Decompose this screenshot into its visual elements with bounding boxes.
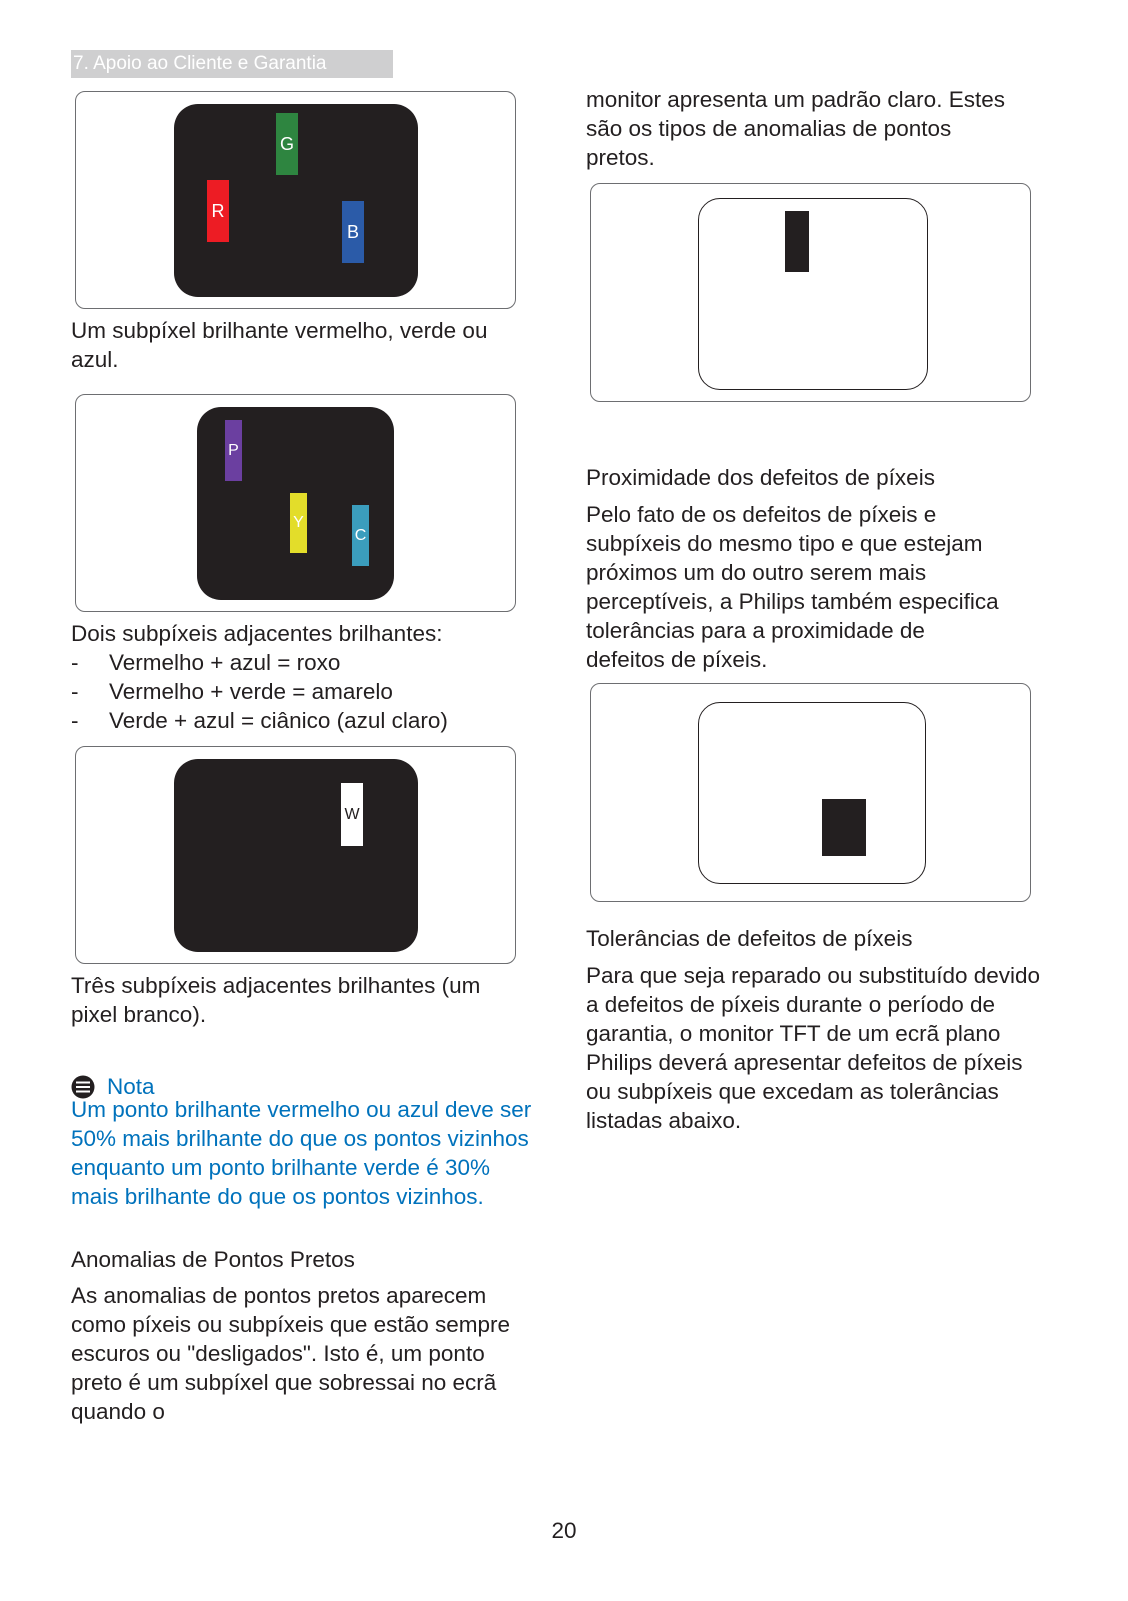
tolerance-body: Para que seja reparado ou substituído devido a defeitos de píxeis durante o período de garantia, o monitor TFT de um ecrã plano Philips deverá apresentar defeitos de píxeis ou subpíxeis que excedam as tolerâncias listadas abaixo. — [586, 963, 1041, 1133]
black-dot-heading: Anomalias de Pontos Pretos — [71, 1247, 355, 1272]
caption-single-subpixel: Um subpíxel brilhante vermelho, verde ou azul. — [71, 318, 488, 372]
caption-two-adjacent: Dois subpíxeis adjacentes brilhantes: — [71, 621, 443, 646]
proximity-heading: Proximidade dos defeitos de píxeis — [586, 465, 935, 490]
dark-subpixel — [785, 211, 809, 272]
screen-light — [698, 198, 928, 390]
proximity-body: Pelo fato de os defeitos de píxeis e subpíxeis do mesmo tipo e que estejam próximos um do outro serem mais perceptíveis, a Philips também especifica tolerâncias para a proximidade de defeitos de píxeis. — [586, 502, 999, 672]
subpixel-white: W — [341, 783, 363, 846]
list-item: - Vermelho + verde = amarelo — [71, 679, 393, 704]
page-number: 20 — [551, 1518, 577, 1543]
subpixel-cyan: C — [352, 505, 369, 566]
subpixel-blue: B — [342, 201, 364, 263]
black-dot-continuation: monitor apresenta um padrão claro. Estes são os tipos de anomalias de pontos pretos. — [586, 87, 1005, 170]
tolerance-heading: Tolerâncias de defeitos de píxeis — [586, 926, 913, 951]
figure-black-dot — [590, 183, 1031, 402]
subpixel-red: R — [207, 180, 229, 242]
list-item: - Vermelho + azul = roxo — [71, 650, 341, 675]
list-item: - Verde + azul = ciânico (azul claro) — [71, 708, 448, 733]
subpixel-yellow: Y — [290, 493, 307, 553]
screen-dark — [174, 104, 418, 297]
section-header: 7. Apoio ao Cliente e Garantia — [71, 50, 393, 78]
subpixel-purple: P — [225, 420, 242, 481]
subpixel-green: G — [276, 113, 298, 175]
dark-pixel-block — [822, 799, 866, 856]
screen-dark — [197, 407, 394, 600]
black-dot-body: As anomalias de pontos pretos aparecem como píxeis ou subpíxeis que estão sempre escuros ou "desligados". Isto é, um ponto preto é um subpíxel que sobressai no ecrã quando o — [71, 1283, 510, 1424]
figure-proximity — [590, 683, 1031, 902]
caption-three-adjacent: Três subpíxeis adjacentes brilhantes (um pixel branco). — [71, 973, 481, 1027]
note-body: Um ponto brilhante vermelho ou azul deve ser 50% mais brilhante do que os pontos vizinhos enquanto um ponto brilhante verde é 30% mais brilhante do que os pontos vizinhos. — [71, 1097, 532, 1209]
color-combination-list — [71, 648, 521, 735]
screen-dark — [174, 759, 418, 952]
figure-three-adjacent — [75, 746, 516, 964]
note-title: Nota — [107, 1074, 155, 1099]
screen-light — [698, 702, 926, 884]
figure-two-adjacent — [75, 394, 516, 612]
figure-bright-subpixel — [75, 91, 516, 309]
